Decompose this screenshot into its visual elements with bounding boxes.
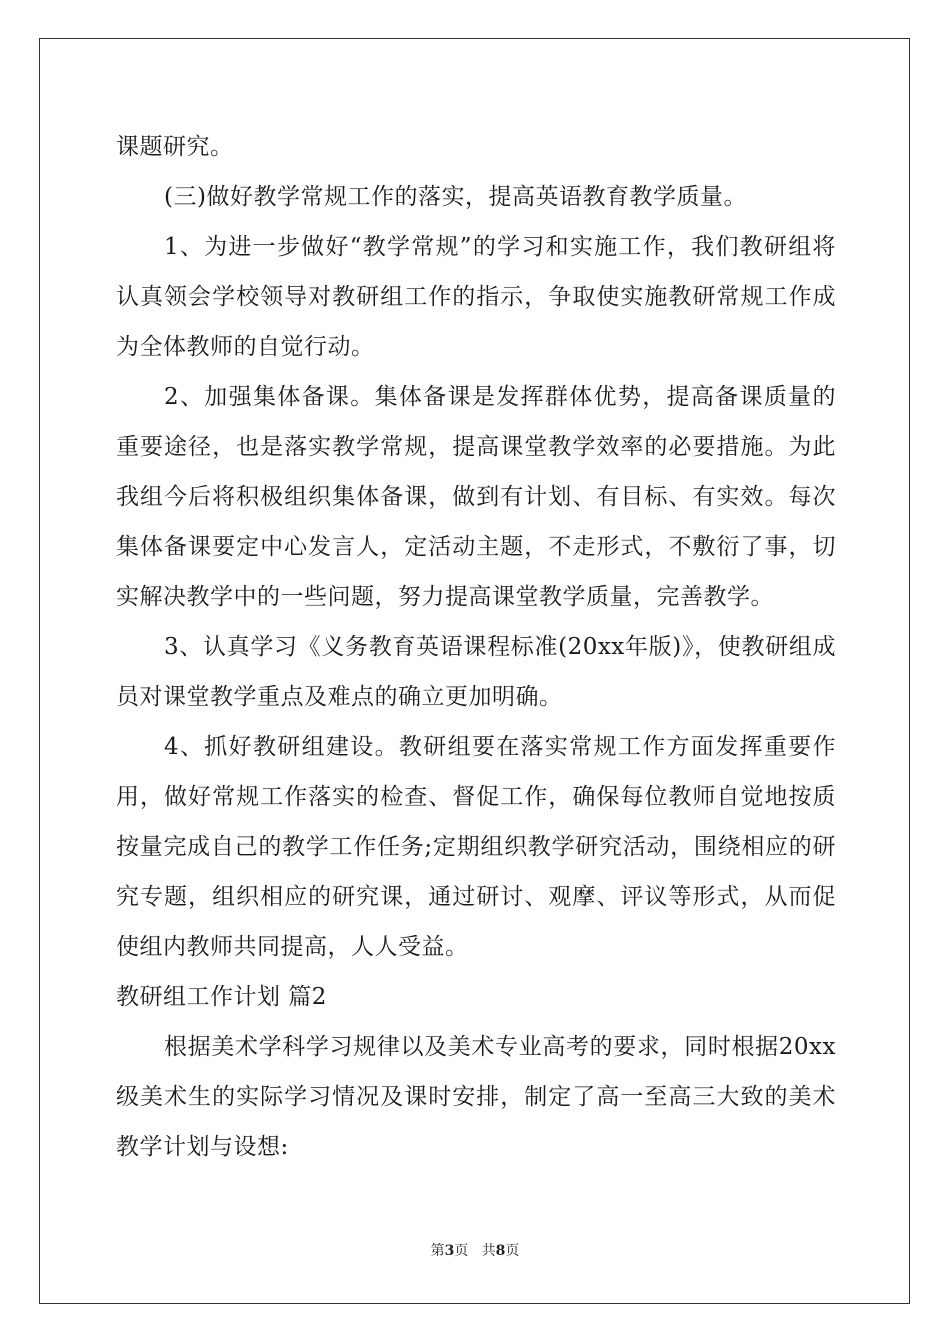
page-suffix: 页 [454,1243,469,1259]
paragraph-3: 1、为进一步做好“教学常规”的学习和实施工作，我们教研组将认真领会学校领导对教研组工作的指示，争取使实施教研常规工作成为全体教师的自觉行动。 [116,234,836,360]
paragraph-5: 3、认真学习《义务教育英语课程标准(20xx年版)》，使教研组成员对课堂教学重点及难点的确立更加明确。 [116,634,836,710]
paragraph-6: 4、抓好教研组建设。教研组要在落实常规工作方面发挥重要作用，做好常规工作落实的检查、督促工作，确保每位教师自觉地按质按量完成自己的教学工作任务;定期组织教学研究活动，围绕相应的研究专题，组织相应的研究课，通过研讨、观摩、评议等形式，从而促使组内教师共同提高，人人受益。 [116,734,836,960]
page-prefix: 第 [430,1243,445,1259]
paragraph-2: (三)做好教学常规工作的落实，提高英语教育教学质量。 [164,184,747,210]
paragraph-1: 课题研究。 [116,134,234,160]
paragraph-4: 2、加强集体备课。集体备课是发挥群体优势，提高备课质量的重要途径，也是落实教学常规，提高课堂教学效率的必要措施。为此我组今后将积极组织集体备课，做到有计划、有目标、有实效。每次集体备课要定中心发言人，定活动主题，不走形式，不敷衍了事，切实解决教学中的一些问题，努力提高课堂教学质量，完善教学。 [116,384,836,610]
section-heading: 教研组工作计划 篇2 [116,984,327,1010]
total-pages: 8 [495,1243,506,1259]
paragraph-7: 根据美术学科学习规律以及美术专业高考的要求，同时根据20xx级美术生的实际学习情况及课时安排，制定了高一至高三大致的美术教学计划与设想: [116,1034,836,1160]
page-number: 3 [444,1243,455,1259]
total-prefix: 共 [481,1243,496,1259]
page-footer [0,1240,950,1260]
document-body [116,122,836,1172]
total-suffix: 页 [505,1243,520,1259]
